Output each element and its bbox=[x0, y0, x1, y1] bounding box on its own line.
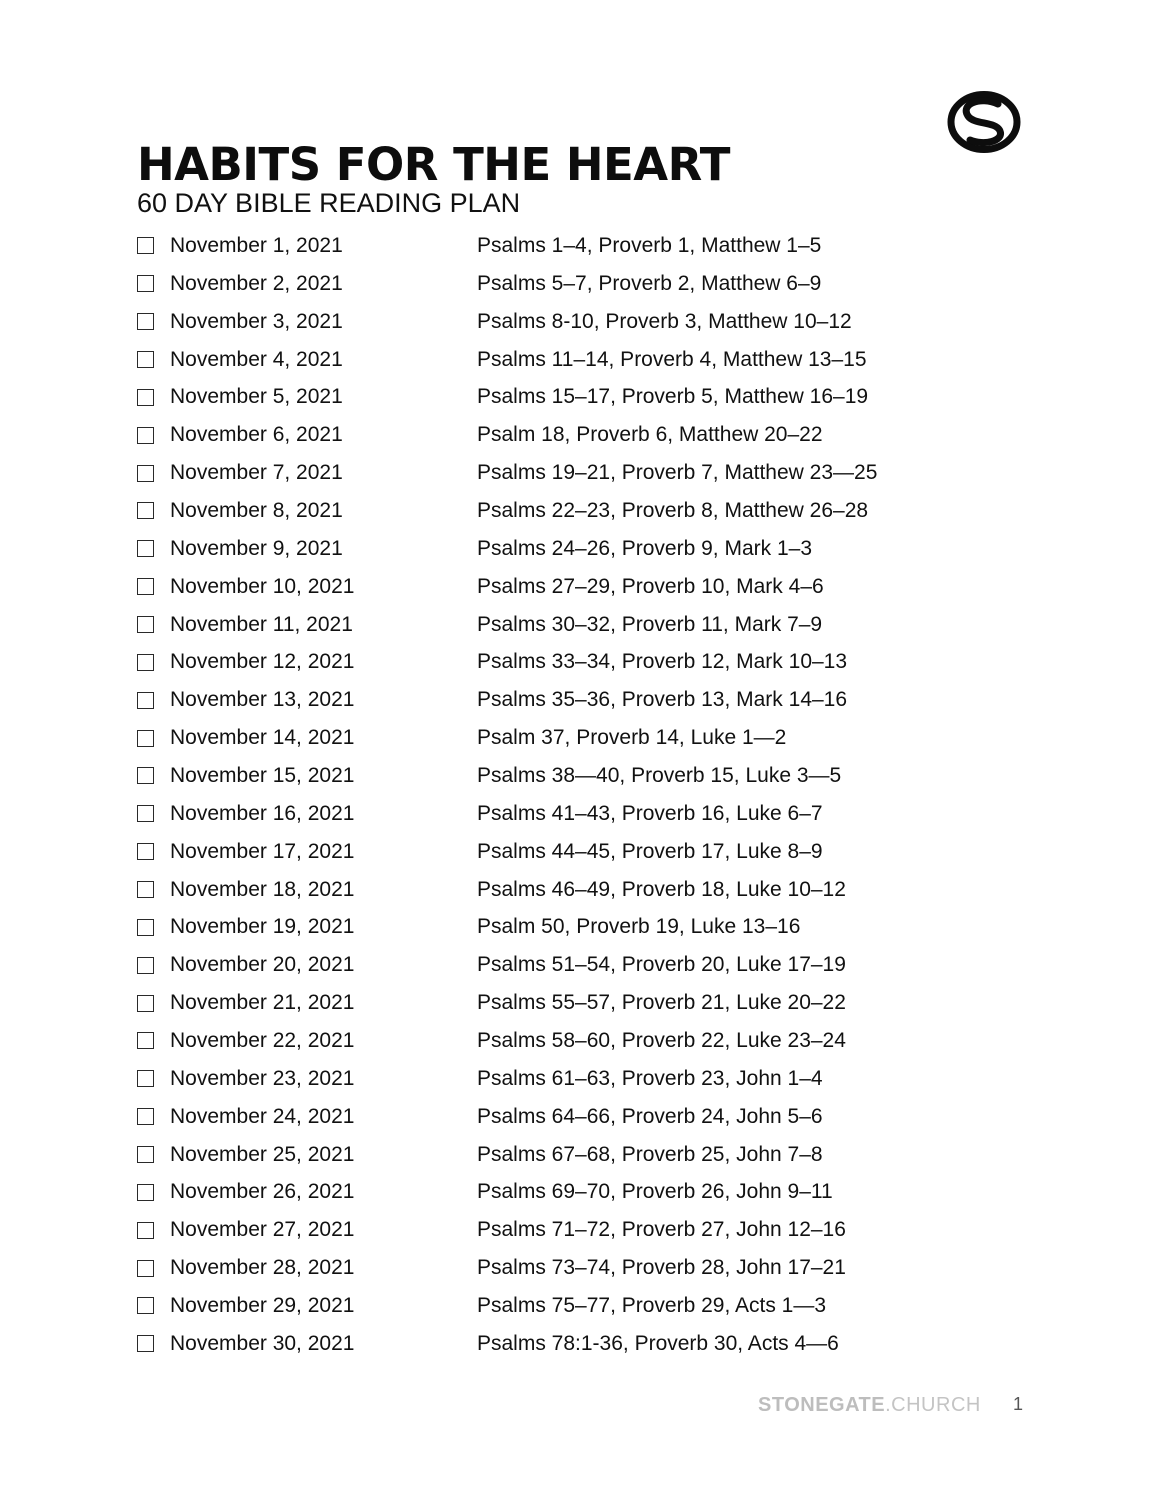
page-number: 1 bbox=[1013, 1394, 1024, 1414]
plan-row bbox=[137, 303, 1037, 341]
plan-reading: Psalms 5–7, Proverb 2, Matthew 6–9 bbox=[477, 271, 822, 295]
plan-row bbox=[137, 681, 1037, 719]
plan-date: November 21, 2021 bbox=[170, 991, 355, 1015]
plan-reading: Psalms 27–29, Proverb 10, Mark 4–6 bbox=[477, 574, 824, 598]
plan-reading: Psalms 55–57, Proverb 21, Luke 20–22 bbox=[477, 991, 846, 1015]
plan-row bbox=[137, 795, 1037, 833]
plan-reading: Psalms 15–17, Proverb 5, Matthew 16–19 bbox=[477, 385, 869, 409]
plan-reading: Psalm 37, Proverb 14, Luke 1—2 bbox=[477, 726, 787, 750]
plan-reading: Psalms 61–63, Proverb 23, John 1–4 bbox=[477, 1066, 823, 1090]
plan-row bbox=[137, 1136, 1037, 1174]
plan-reading: Psalms 19–21, Proverb 7, Matthew 23—25 bbox=[477, 461, 878, 485]
plan-date: November 27, 2021 bbox=[170, 1218, 355, 1242]
plan-row bbox=[137, 1173, 1037, 1211]
page-subtitle: 60 DAY BIBLE READING PLAN bbox=[137, 188, 521, 218]
brand-name-bold: STONEGATE bbox=[758, 1394, 886, 1416]
plan-reading: Psalms 58–60, Proverb 22, Luke 23–24 bbox=[477, 1028, 846, 1052]
day-checkbox[interactable] bbox=[137, 957, 154, 974]
plan-date: November 14, 2021 bbox=[170, 726, 355, 750]
plan-reading: Psalms 41–43, Proverb 16, Luke 6–7 bbox=[477, 801, 823, 825]
day-checkbox[interactable] bbox=[137, 389, 154, 406]
plan-reading: Psalms 73–74, Proverb 28, John 17–21 bbox=[477, 1256, 846, 1280]
plan-reading: Psalms 24–26, Proverb 9, Mark 1–3 bbox=[477, 536, 812, 560]
day-checkbox[interactable] bbox=[137, 578, 154, 595]
plan-reading: Psalms 1–4, Proverb 1, Matthew 1–5 bbox=[477, 233, 822, 257]
brand-name-light: .CHURCH bbox=[885, 1394, 981, 1416]
day-checkbox[interactable] bbox=[137, 1297, 154, 1314]
plan-row bbox=[137, 908, 1037, 946]
plan-reading: Psalms 22–23, Proverb 8, Matthew 26–28 bbox=[477, 498, 869, 522]
plan-row bbox=[137, 984, 1037, 1022]
plan-row bbox=[137, 1287, 1037, 1325]
plan-date: November 23, 2021 bbox=[170, 1066, 355, 1090]
plan-reading: Psalm 18, Proverb 6, Matthew 20–22 bbox=[477, 423, 823, 447]
plan-row bbox=[137, 946, 1037, 984]
plan-date: November 11, 2021 bbox=[170, 612, 353, 636]
plan-date: November 6, 2021 bbox=[170, 423, 343, 447]
plan-reading: Psalms 51–54, Proverb 20, Luke 17–19 bbox=[477, 953, 846, 977]
day-checkbox[interactable] bbox=[137, 465, 154, 482]
day-checkbox[interactable] bbox=[137, 767, 154, 784]
plan-row bbox=[137, 530, 1037, 568]
day-checkbox[interactable] bbox=[137, 654, 154, 671]
plan-reading: Psalms 75–77, Proverb 29, Acts 1—3 bbox=[477, 1293, 827, 1317]
plan-date: November 19, 2021 bbox=[170, 915, 355, 939]
plan-row bbox=[137, 568, 1037, 606]
plan-row bbox=[137, 1249, 1037, 1287]
day-checkbox[interactable] bbox=[137, 540, 154, 557]
plan-reading: Psalms 71–72, Proverb 27, John 12–16 bbox=[477, 1218, 846, 1242]
day-checkbox[interactable] bbox=[137, 502, 154, 519]
plan-date: November 25, 2021 bbox=[170, 1142, 355, 1166]
day-checkbox[interactable] bbox=[137, 275, 154, 292]
plan-reading: Psalms 35–36, Proverb 13, Mark 14–16 bbox=[477, 688, 848, 712]
day-checkbox[interactable] bbox=[137, 1108, 154, 1125]
day-checkbox[interactable] bbox=[137, 351, 154, 368]
day-checkbox[interactable] bbox=[137, 237, 154, 254]
day-checkbox[interactable] bbox=[137, 616, 154, 633]
plan-date: November 26, 2021 bbox=[170, 1180, 355, 1204]
plan-date: November 24, 2021 bbox=[170, 1104, 355, 1128]
plan-row bbox=[137, 757, 1037, 795]
plan-reading: Psalm 50, Proverb 19, Luke 13–16 bbox=[477, 915, 801, 939]
day-checkbox[interactable] bbox=[137, 881, 154, 898]
plan-date: November 10, 2021 bbox=[170, 574, 355, 598]
plan-date: November 17, 2021 bbox=[170, 839, 355, 863]
plan-row bbox=[137, 833, 1037, 871]
plan-date: November 5, 2021 bbox=[170, 385, 343, 409]
plan-date: November 22, 2021 bbox=[170, 1028, 355, 1052]
plan-date: November 3, 2021 bbox=[170, 309, 343, 333]
plan-date: November 16, 2021 bbox=[170, 801, 355, 825]
footer-brand bbox=[758, 1394, 981, 1417]
plan-row bbox=[137, 871, 1037, 909]
stonegate-logo-icon bbox=[946, 90, 1022, 154]
reading-plan-list bbox=[137, 227, 1037, 1363]
plan-row bbox=[137, 1060, 1037, 1098]
day-checkbox[interactable] bbox=[137, 1070, 154, 1087]
plan-row bbox=[137, 719, 1037, 757]
day-checkbox[interactable] bbox=[137, 1146, 154, 1163]
plan-row bbox=[137, 1098, 1037, 1136]
plan-row bbox=[137, 643, 1037, 681]
plan-reading: Psalms 69–70, Proverb 26, John 9–11 bbox=[477, 1180, 833, 1204]
plan-row bbox=[137, 1325, 1037, 1363]
plan-row bbox=[137, 265, 1037, 303]
day-checkbox[interactable] bbox=[137, 805, 154, 822]
plan-date: November 12, 2021 bbox=[170, 650, 355, 674]
plan-reading: Psalms 46–49, Proverb 18, Luke 10–12 bbox=[477, 877, 846, 901]
day-checkbox[interactable] bbox=[137, 730, 154, 747]
plan-row bbox=[137, 227, 1037, 265]
plan-date: November 1, 2021 bbox=[170, 233, 343, 257]
day-checkbox[interactable] bbox=[137, 919, 154, 936]
plan-date: November 28, 2021 bbox=[170, 1256, 355, 1280]
plan-reading: Psalms 33–34, Proverb 12, Mark 10–13 bbox=[477, 650, 848, 674]
plan-date: November 9, 2021 bbox=[170, 536, 343, 560]
plan-row bbox=[137, 341, 1037, 379]
day-checkbox[interactable] bbox=[137, 692, 154, 709]
page-title: HABITS FOR THE HEART bbox=[137, 138, 730, 191]
plan-date: November 30, 2021 bbox=[170, 1331, 355, 1355]
plan-date: November 7, 2021 bbox=[170, 461, 343, 485]
plan-row bbox=[137, 454, 1037, 492]
plan-row bbox=[137, 1211, 1037, 1249]
plan-reading: Psalms 11–14, Proverb 4, Matthew 13–15 bbox=[477, 347, 867, 371]
plan-date: November 8, 2021 bbox=[170, 498, 343, 522]
plan-row bbox=[137, 606, 1037, 644]
plan-row bbox=[137, 1022, 1037, 1060]
plan-date: November 13, 2021 bbox=[170, 688, 355, 712]
plan-date: November 2, 2021 bbox=[170, 271, 343, 295]
day-checkbox[interactable] bbox=[137, 995, 154, 1012]
plan-date: November 18, 2021 bbox=[170, 877, 355, 901]
plan-reading: Psalms 78:1-36, Proverb 30, Acts 4—6 bbox=[477, 1331, 839, 1355]
plan-row bbox=[137, 378, 1037, 416]
plan-date: November 20, 2021 bbox=[170, 953, 355, 977]
day-checkbox[interactable] bbox=[137, 1335, 154, 1352]
plan-reading: Psalms 8-10, Proverb 3, Matthew 10–12 bbox=[477, 309, 852, 333]
plan-reading: Psalms 38—40, Proverb 15, Luke 3—5 bbox=[477, 763, 842, 787]
plan-row bbox=[137, 416, 1037, 454]
plan-row bbox=[137, 492, 1037, 530]
plan-reading: Psalms 64–66, Proverb 24, John 5–6 bbox=[477, 1104, 823, 1128]
plan-reading: Psalms 44–45, Proverb 17, Luke 8–9 bbox=[477, 839, 823, 863]
plan-date: November 29, 2021 bbox=[170, 1293, 355, 1317]
day-checkbox[interactable] bbox=[137, 427, 154, 444]
plan-reading: Psalms 67–68, Proverb 25, John 7–8 bbox=[477, 1142, 823, 1166]
day-checkbox[interactable] bbox=[137, 1032, 154, 1049]
day-checkbox[interactable] bbox=[137, 313, 154, 330]
day-checkbox[interactable] bbox=[137, 1222, 154, 1239]
day-checkbox[interactable] bbox=[137, 1260, 154, 1277]
plan-date: November 4, 2021 bbox=[170, 347, 343, 371]
plan-date: November 15, 2021 bbox=[170, 763, 355, 787]
day-checkbox[interactable] bbox=[137, 843, 154, 860]
plan-reading: Psalms 30–32, Proverb 11, Mark 7–9 bbox=[477, 612, 823, 636]
day-checkbox[interactable] bbox=[137, 1184, 154, 1201]
